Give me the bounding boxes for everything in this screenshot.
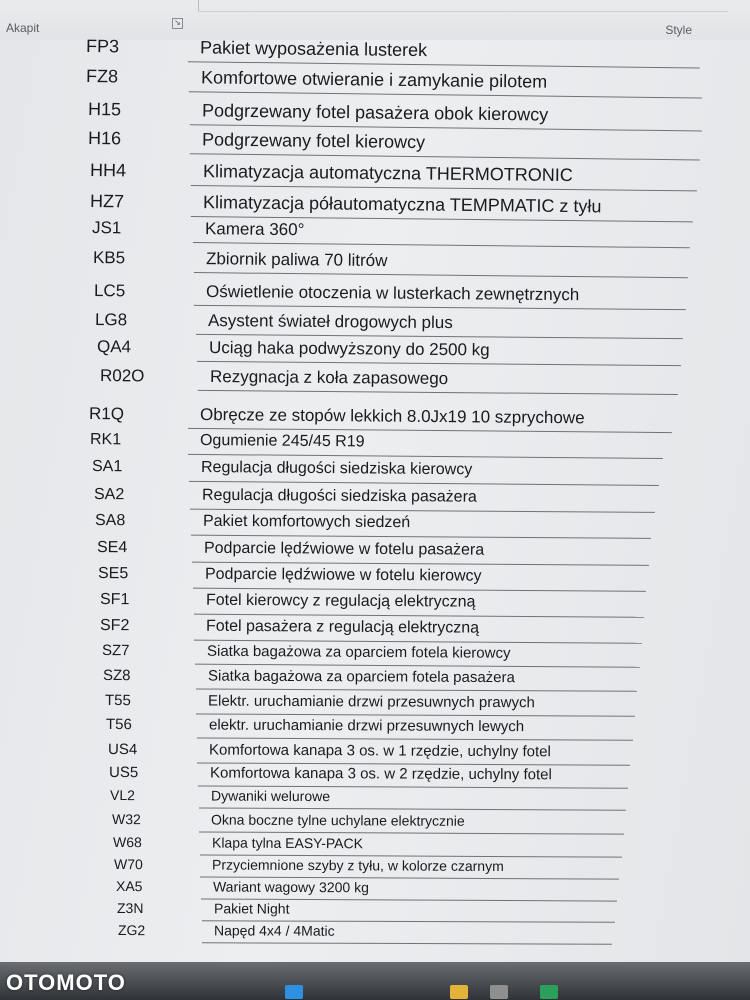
option-row bbox=[100, 591, 644, 619]
option-row bbox=[106, 716, 633, 742]
option-row bbox=[118, 922, 612, 946]
dialog-launcher-icon[interactable]: ↘ bbox=[172, 18, 183, 29]
option-code: SA1 bbox=[91, 458, 123, 476]
option-code: JS1 bbox=[91, 218, 122, 238]
option-description: Podparcie lędźwiowe w fotelu kierowcy bbox=[204, 565, 482, 585]
option-row bbox=[93, 248, 688, 279]
file-explorer-icon[interactable] bbox=[450, 985, 468, 999]
option-code: LG8 bbox=[94, 310, 128, 330]
option-row bbox=[90, 160, 697, 192]
option-row bbox=[88, 128, 700, 161]
option-row bbox=[86, 66, 702, 100]
row-underline bbox=[197, 737, 633, 740]
option-code: W68 bbox=[112, 834, 142, 851]
option-row bbox=[108, 741, 630, 767]
option-row bbox=[105, 692, 635, 718]
option-description: Pakiet wyposażenia lusterek bbox=[199, 37, 428, 61]
option-code: SE5 bbox=[97, 565, 129, 583]
option-description: Dywaniki welurowe bbox=[210, 787, 331, 805]
option-code: FZ8 bbox=[85, 66, 119, 87]
row-underline bbox=[198, 390, 678, 395]
row-underline bbox=[194, 305, 686, 310]
option-code: KB5 bbox=[92, 248, 126, 268]
option-code: SF1 bbox=[99, 591, 130, 609]
option-row bbox=[86, 36, 700, 69]
option-row bbox=[103, 667, 637, 693]
row-underline bbox=[189, 91, 702, 98]
option-description: Pakiet komfortowych siedzeń bbox=[202, 512, 411, 532]
option-description: Wariant wagowy 3200 kg bbox=[212, 878, 369, 896]
option-code: SE4 bbox=[96, 539, 128, 557]
option-description: Uciąg haka podwyższony do 2500 kg bbox=[208, 337, 490, 360]
row-underline bbox=[189, 481, 659, 486]
option-code: QA4 bbox=[96, 337, 132, 357]
option-row bbox=[92, 218, 690, 249]
option-row bbox=[110, 787, 626, 812]
option-description: Oświetlenie otoczenia w lusterkach zewnętrznych bbox=[205, 281, 580, 305]
option-row bbox=[114, 856, 619, 881]
option-description: Regulacja długości siedziska kierowcy bbox=[200, 458, 473, 479]
ribbon-group-paragraph-label: Akapit bbox=[6, 21, 40, 35]
option-code: VL2 bbox=[109, 787, 135, 804]
option-code: ZG2 bbox=[117, 922, 146, 939]
app-icon[interactable] bbox=[540, 985, 558, 999]
row-underline bbox=[191, 535, 651, 539]
option-row bbox=[112, 811, 624, 836]
option-description: Podgrzewany fotel pasażera obok kierowcy bbox=[201, 100, 549, 125]
option-code: W32 bbox=[111, 811, 141, 828]
option-code: FP3 bbox=[85, 36, 120, 57]
option-row bbox=[90, 431, 663, 460]
app-icon[interactable] bbox=[490, 985, 508, 999]
option-description: Komfortowa kanapa 3 os. w 2 rzędzie, uchylny fotel bbox=[209, 764, 552, 784]
option-description: Asystent świateł drogowych plus bbox=[207, 310, 453, 333]
ribbon-gallery-border bbox=[198, 11, 728, 12]
row-underline bbox=[193, 242, 690, 248]
row-underline bbox=[202, 942, 612, 944]
option-code: H15 bbox=[87, 99, 122, 120]
option-description: Fotel kierowcy z regulacją elektryczną bbox=[205, 591, 476, 611]
option-code: SZ7 bbox=[101, 642, 130, 660]
option-description: Fotel pasażera z regulacją elektryczną bbox=[205, 617, 480, 637]
option-description: Komfortowe otwieranie i zamykanie pilotem bbox=[200, 67, 548, 92]
option-description: Okna boczne tylne uchylane elektrycznie bbox=[210, 811, 465, 829]
option-row bbox=[117, 900, 615, 924]
option-row bbox=[116, 878, 617, 903]
option-code: T55 bbox=[104, 692, 131, 710]
option-row bbox=[94, 281, 686, 311]
option-description: Rezygnacja z koła zapasowego bbox=[209, 366, 449, 389]
option-code: SF2 bbox=[99, 617, 130, 635]
ribbon-group-styles-label: Style bbox=[665, 23, 692, 37]
option-code: SA2 bbox=[93, 486, 125, 504]
option-code: R1Q bbox=[88, 404, 125, 424]
row-underline bbox=[194, 272, 688, 278]
option-row bbox=[89, 404, 672, 434]
option-row bbox=[102, 642, 640, 669]
option-description: Napęd 4x4 / 4Matic bbox=[213, 922, 335, 939]
option-row bbox=[94, 486, 655, 514]
option-description: elektr. uruchamianie drzwi przesuwnych lewych bbox=[208, 716, 525, 736]
row-underline bbox=[196, 688, 637, 691]
option-description: Kamera 360° bbox=[204, 219, 305, 240]
option-description: Klapa tylna EASY-PACK bbox=[211, 834, 364, 852]
option-code: SA8 bbox=[94, 512, 126, 530]
option-code: XA5 bbox=[115, 878, 143, 895]
option-row bbox=[98, 565, 646, 593]
option-row bbox=[92, 458, 659, 487]
option-row bbox=[97, 539, 649, 567]
row-underline bbox=[190, 153, 700, 160]
watermark-logo: OTOMOTO bbox=[6, 970, 126, 995]
option-description: Regulacja długości siedziska pasażera bbox=[201, 486, 477, 506]
option-description: Ogumienie 245/45 R19 bbox=[199, 431, 365, 451]
option-code: R02O bbox=[99, 366, 145, 386]
document-page[interactable] bbox=[0, 36, 750, 970]
option-code: SZ8 bbox=[102, 667, 131, 685]
option-code: US5 bbox=[108, 764, 139, 782]
option-row bbox=[95, 512, 651, 540]
option-description: Klimatyzacja półautomatyczna TEMPMATIC z tyłu bbox=[202, 192, 602, 217]
windows-start-icon[interactable] bbox=[285, 985, 303, 999]
row-underline bbox=[197, 361, 681, 366]
row-underline bbox=[199, 807, 626, 810]
option-code: W70 bbox=[113, 856, 143, 873]
option-row bbox=[97, 337, 681, 367]
option-code: Z3N bbox=[116, 900, 144, 917]
option-description: Zbiornik paliwa 70 litrów bbox=[205, 249, 388, 271]
option-code: RK1 bbox=[89, 431, 122, 449]
option-code: US4 bbox=[107, 741, 138, 759]
option-description: Elektr. uruchamianie drzwi przesuwnych prawych bbox=[207, 692, 535, 712]
option-description: Przyciemnione szyby z tyłu, w kolorze czarnym bbox=[211, 856, 504, 875]
row-underline bbox=[191, 185, 697, 191]
option-description: Podparcie lędźwiowe w fotelu pasażera bbox=[203, 539, 485, 559]
option-description: Podgrzewany fotel kierowcy bbox=[201, 129, 426, 153]
option-code: HZ7 bbox=[89, 191, 125, 212]
option-code: LC5 bbox=[93, 281, 126, 301]
option-description: Pakiet Night bbox=[213, 900, 290, 917]
option-description: Komfortowa kanapa 3 os. w 1 rzędzie, uchylny fotel bbox=[208, 741, 551, 761]
option-description: Siatka bagażowa za oparciem fotela pasażera bbox=[207, 667, 515, 687]
option-description: Obręcze ze stopów lekkich 8.0Jx19 10 szprychowe bbox=[199, 404, 585, 428]
option-code: H16 bbox=[87, 128, 122, 149]
option-row bbox=[109, 764, 628, 790]
option-row bbox=[113, 834, 622, 859]
option-description: Siatka bagażowa za oparciem fotela kierowcy bbox=[206, 642, 511, 662]
row-underline bbox=[188, 454, 663, 459]
option-code: T56 bbox=[105, 716, 132, 734]
option-row bbox=[100, 617, 642, 645]
option-row bbox=[88, 99, 702, 132]
option-row bbox=[100, 366, 678, 396]
option-description: Klimatyzacja automatyczna THERMOTRONIC bbox=[202, 161, 573, 186]
option-row bbox=[95, 310, 683, 340]
option-code: HH4 bbox=[89, 160, 127, 181]
